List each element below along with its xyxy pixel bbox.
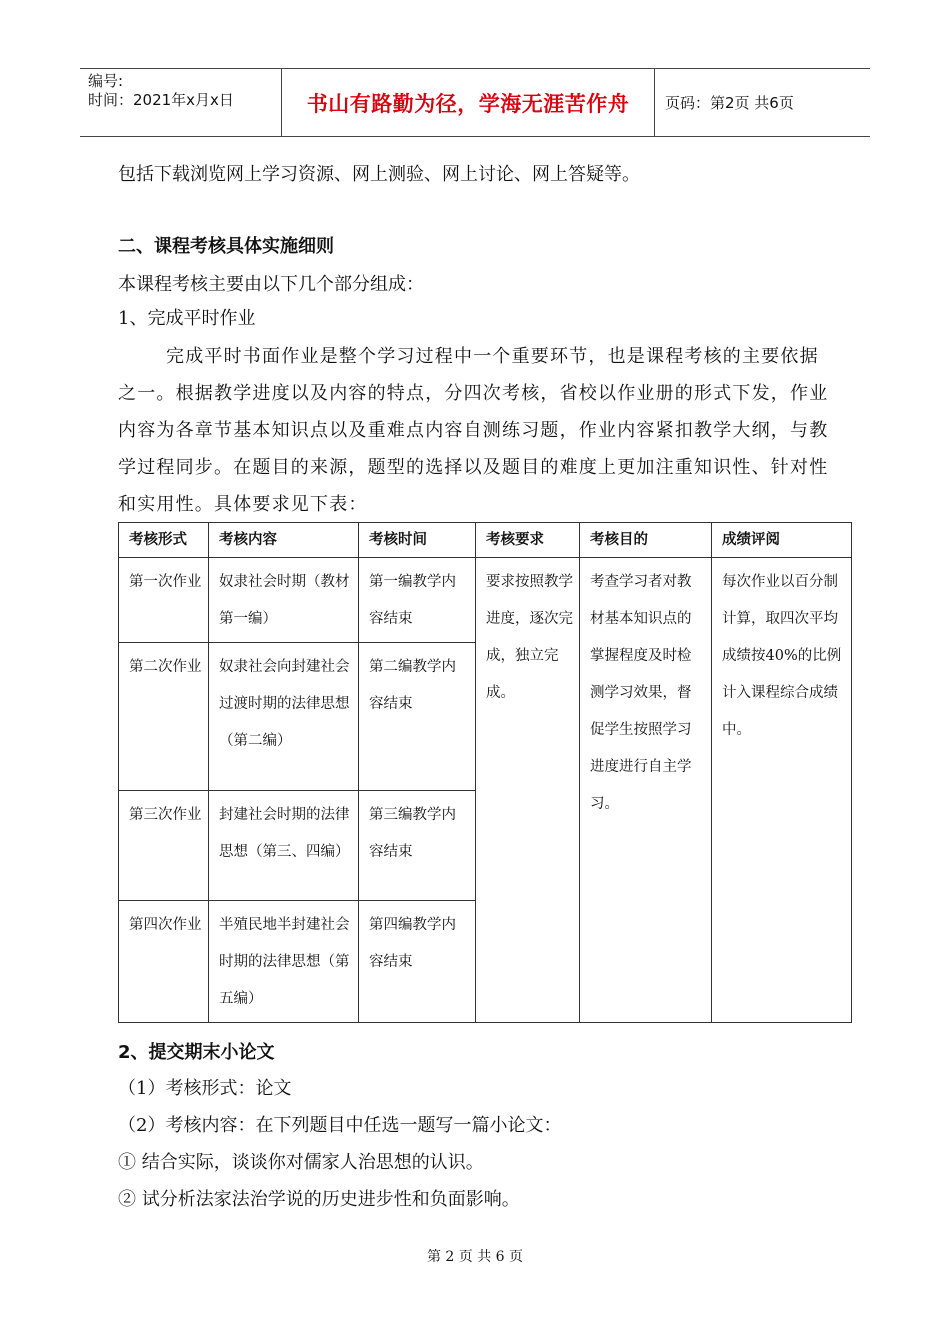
time-label: 时间：2021年x月x日	[88, 91, 234, 109]
cell-form: 第三次作业	[119, 791, 209, 901]
item2-line: ① 结合实际，谈谈你对儒家人治思想的认识。	[118, 1152, 484, 1173]
cell-content: 封建社会时期的法律思想（第三、四编）	[209, 791, 359, 901]
table-row	[119, 558, 852, 643]
col-header: 考核时间	[359, 523, 476, 558]
cell-time: 第二编教学内容结束	[359, 643, 476, 791]
cell-purpose: 考查学习者对教材基本知识点的掌握程度及时检测学习效果，督促学生按照学习进度进行自主学习。	[580, 558, 712, 1023]
cell-requirement: 要求按照教学进度，逐次完成，独立完成。	[476, 558, 580, 1023]
col-header: 考核内容	[209, 523, 359, 558]
cell-form: 第四次作业	[119, 901, 209, 1023]
cell-grading: 每次作业以百分制计算，取四次平均成绩按40%的比例计入课程综合成绩中。	[712, 558, 852, 1023]
table-header-row	[119, 523, 852, 558]
cell-content: 奴隶社会向封建社会过渡时期的法律思想（第二编）	[209, 643, 359, 791]
section2-intro: 本课程考核主要由以下几个部分组成：	[118, 274, 424, 295]
paragraph-line: 之一。根据教学进度以及内容的特点，分四次考核，省校以作业册的形式下发，作业	[118, 383, 829, 404]
paragraph-line: 学过程同步。在题目的来源，题型的选择以及题目的难度上更加注重知识性、针对性	[118, 457, 829, 478]
paragraph-line: 和实用性。具体要求见下表：	[118, 494, 368, 515]
paragraph-line: 完成平时书面作业是整个学习过程中一个重要环节，也是课程考核的主要依据	[166, 346, 819, 367]
cell-content: 奴隶社会时期（教材第一编）	[209, 558, 359, 643]
cell-time: 第三编教学内容结束	[359, 791, 476, 901]
item2-line: ② 试分析法家法治学说的历史进步性和负面影响。	[118, 1189, 520, 1210]
cell-content: 半殖民地半封建社会时期的法律思想（第五编）	[209, 901, 359, 1023]
cell-form: 第一次作业	[119, 558, 209, 643]
cell-time: 第一编教学内容结束	[359, 558, 476, 643]
item1-title: 1、完成平时作业	[118, 308, 256, 329]
item2-line: （2）考核内容：在下列题目中任选一题写一篇小论文：	[118, 1115, 562, 1136]
item2-title: 2、提交期末小论文	[118, 1042, 275, 1063]
col-header: 考核目的	[580, 523, 712, 558]
number-label: 编号:	[88, 72, 124, 90]
intro-line: 包括下载浏览网上学习资源、网上测验、网上讨论、网上答疑等。	[118, 164, 640, 185]
paragraph-line: 内容为各章节基本知识点以及重难点内容自测练习题，作业内容紧扣教学大纲，与教	[118, 420, 829, 441]
cell-form: 第二次作业	[119, 643, 209, 791]
cell-time: 第四编教学内容结束	[359, 901, 476, 1023]
section2-title: 二、课程考核具体实施细则	[118, 236, 334, 257]
assessment-table	[118, 522, 852, 1023]
col-header: 成绩评阅	[712, 523, 852, 558]
item2-line: （1）考核形式：论文	[118, 1078, 292, 1099]
page-header	[80, 68, 870, 137]
page-footer: 第 2 页 共 6 页	[426, 1249, 524, 1265]
header-meta	[80, 69, 282, 136]
col-header: 考核形式	[119, 523, 209, 558]
col-header: 考核要求	[476, 523, 580, 558]
page-label: 页码：第2页 共6页	[665, 94, 794, 112]
motto: 书山有路勤为径，学海无涯苦作舟	[282, 69, 655, 136]
